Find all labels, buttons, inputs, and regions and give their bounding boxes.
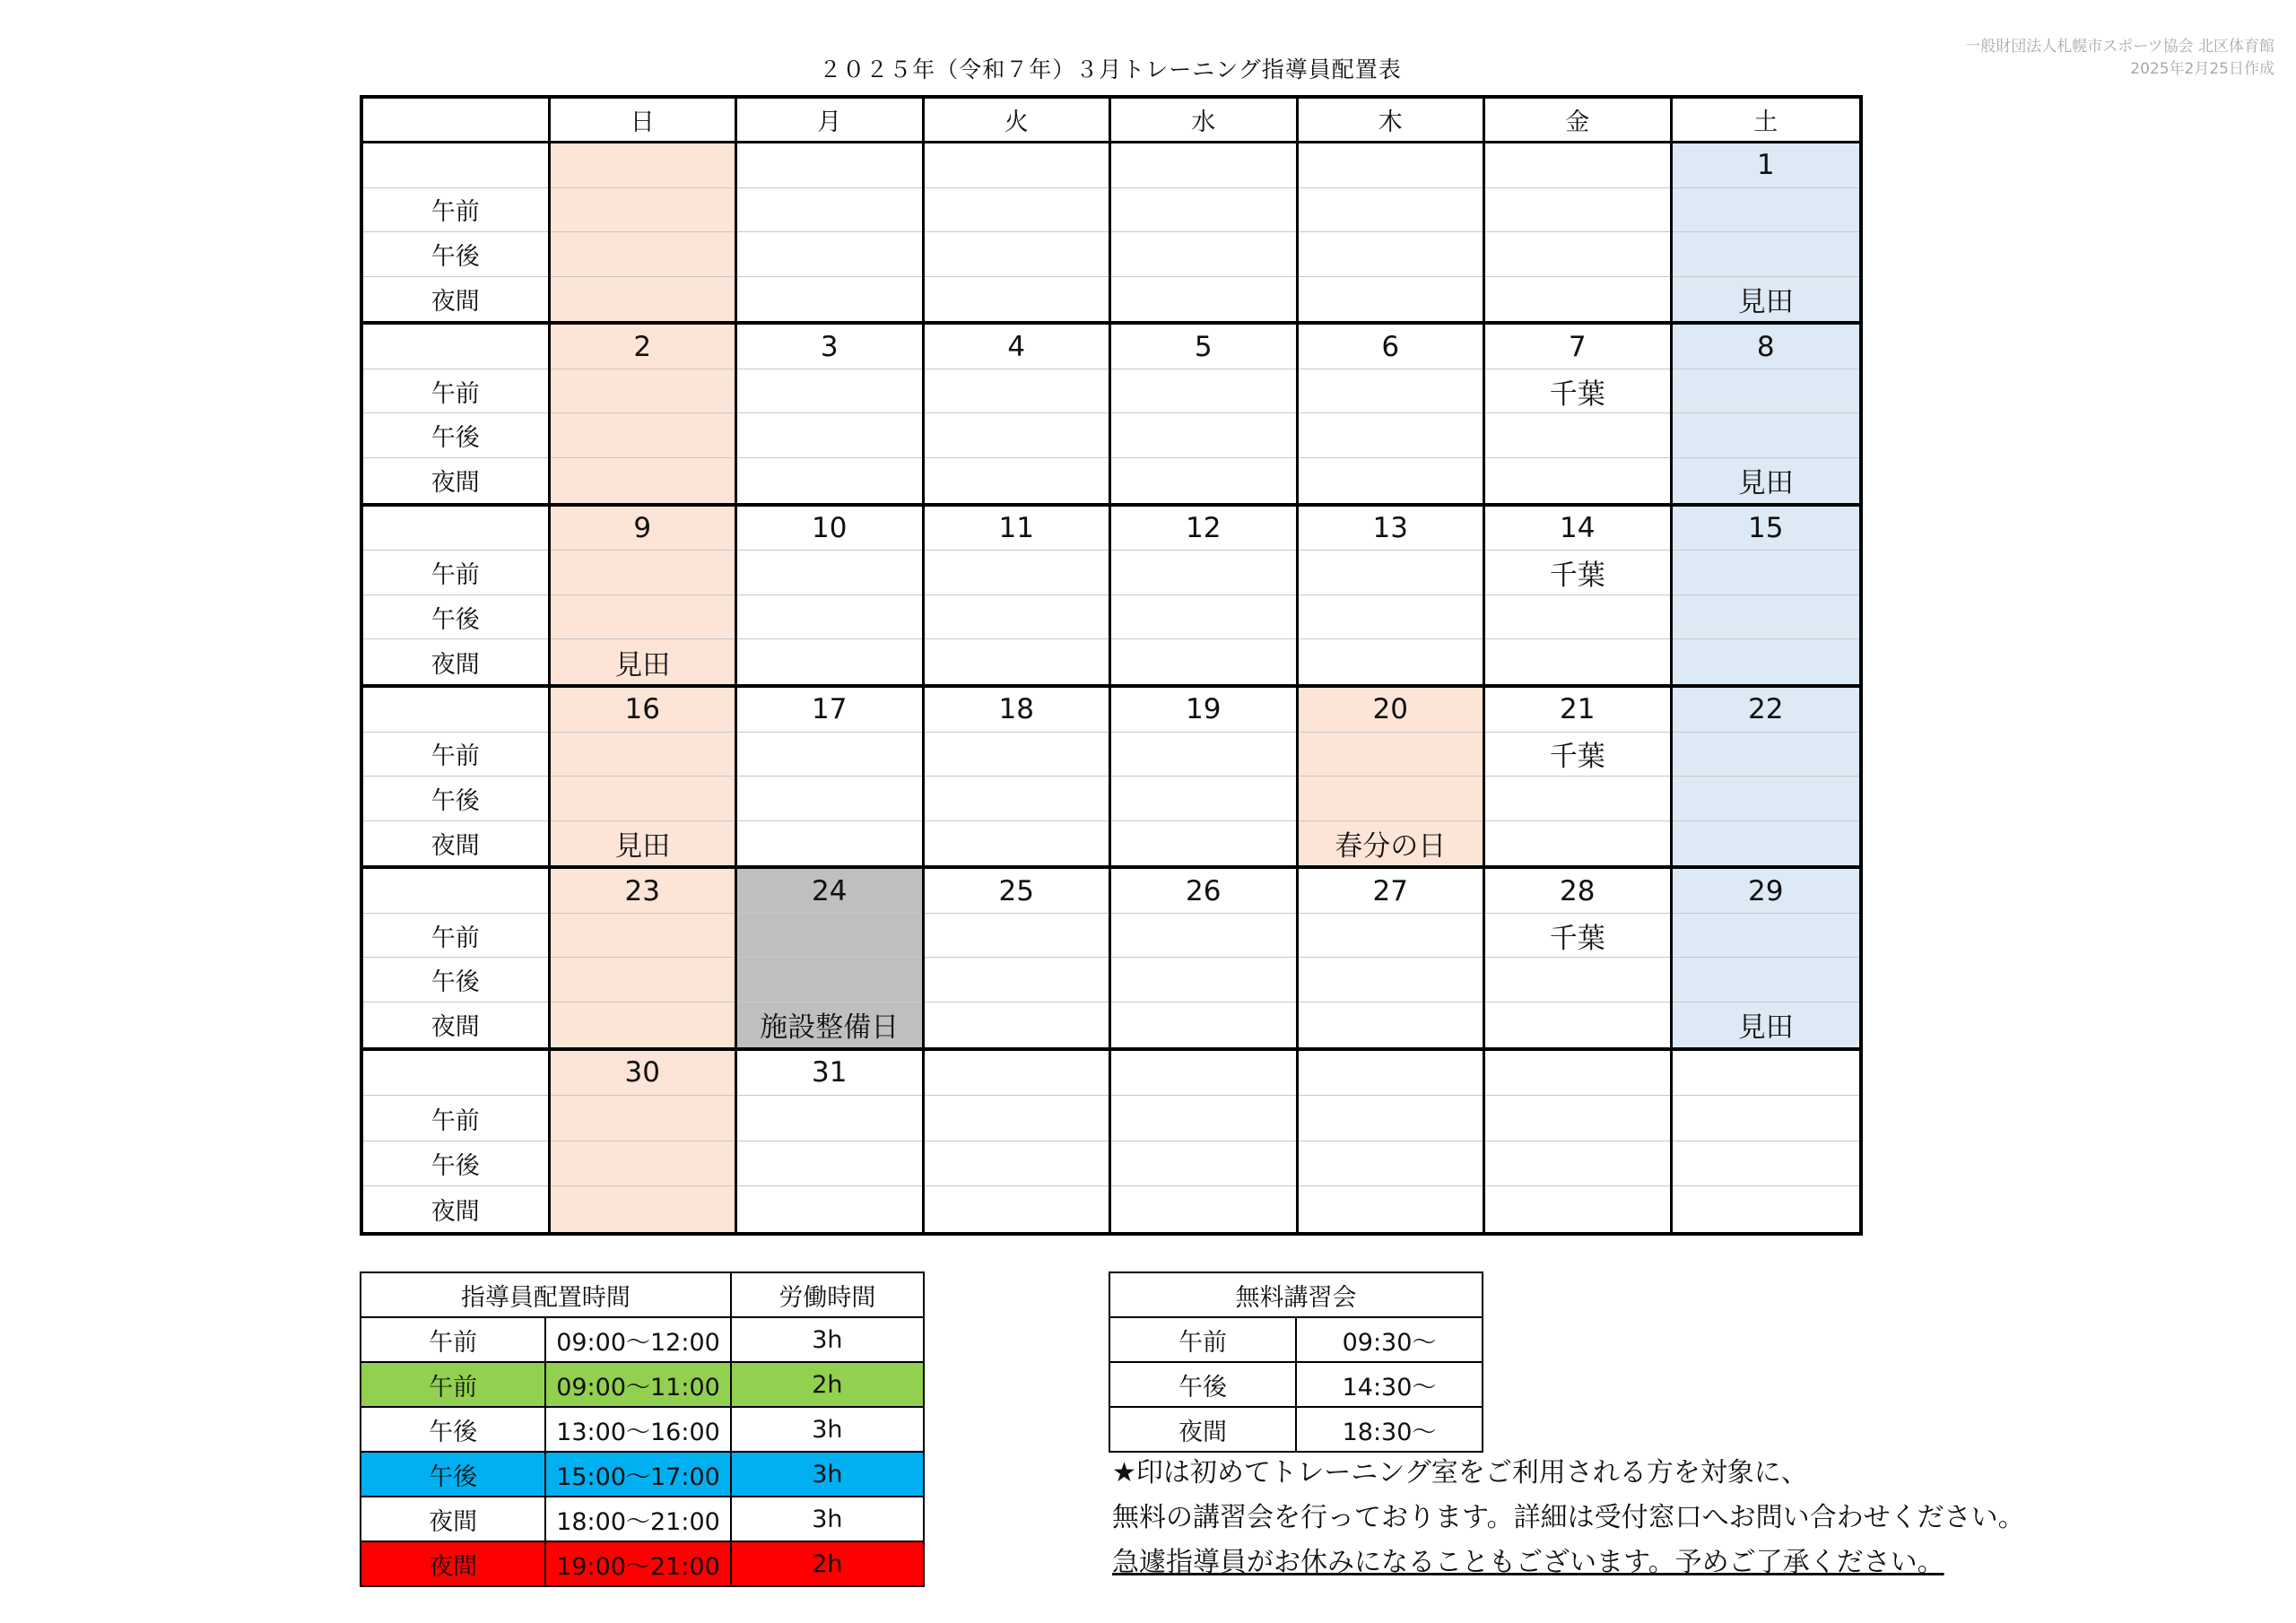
slot-night — [1299, 639, 1483, 684]
period-label: 午後 — [363, 1141, 548, 1187]
slot-night: 見田 — [614, 830, 671, 864]
lecture-time: 09:30～ — [1296, 1317, 1483, 1362]
slot-night — [1485, 821, 1670, 866]
lecture-table — [1109, 1271, 1483, 1453]
slot-am: 千葉 — [1485, 733, 1670, 777]
day-cell — [1299, 1051, 1486, 1232]
slot-pm — [1111, 777, 1296, 821]
slot-am — [737, 369, 922, 414]
schedule-row — [361, 1541, 924, 1586]
day-cell — [1111, 325, 1299, 506]
period-label: 午後 — [363, 777, 548, 821]
slot-am — [1673, 188, 1860, 233]
slot-night — [925, 639, 1109, 684]
slot-night — [925, 1002, 1109, 1047]
day-number: 29 — [1673, 869, 1860, 914]
slot-night: 施設整備日 — [760, 1011, 900, 1045]
day-cell — [1485, 507, 1673, 688]
slot-am — [1673, 1096, 1860, 1141]
schedule-hours: 3h — [731, 1317, 924, 1362]
day-number: 8 — [1673, 325, 1860, 369]
day-cell — [1673, 325, 1860, 506]
period-labels — [363, 143, 551, 325]
day-number — [737, 143, 922, 188]
lecture-row — [1109, 1317, 1483, 1362]
slot-am: 千葉 — [1485, 551, 1670, 595]
slot-pm — [1673, 232, 1860, 277]
slot-am — [1673, 733, 1860, 777]
day-number — [1299, 1051, 1483, 1097]
slot-am — [1111, 188, 1296, 233]
slot-night — [1299, 277, 1483, 322]
slot-am: 千葉 — [1485, 914, 1670, 959]
slot-pm — [1111, 413, 1296, 458]
day-cell — [551, 143, 738, 325]
slot-pm — [1299, 595, 1483, 640]
day-cell — [925, 325, 1112, 506]
period-label: 夜間 — [430, 1013, 480, 1042]
lecture-header: 無料講習会 — [1109, 1272, 1483, 1317]
day-cell — [1485, 143, 1673, 325]
slot-night: 見田 — [614, 648, 671, 681]
slot-night — [1299, 1186, 1483, 1232]
note-line: 無料の講習会を行っております。詳細は受付窓口へお問い合わせください。 — [1112, 1502, 2025, 1533]
slot-pm — [1485, 413, 1670, 458]
slot-pm — [1111, 595, 1296, 640]
slot-pm — [737, 413, 922, 458]
period-label: 夜間 — [430, 832, 480, 861]
period-label: 午後 — [363, 595, 548, 640]
period-labels — [363, 869, 551, 1050]
schedule-period: 午後 — [361, 1452, 545, 1497]
period-label: 夜間 — [430, 650, 480, 679]
slot-am — [1673, 914, 1860, 959]
schedule-period: 午後 — [361, 1407, 545, 1452]
slot-am — [1299, 733, 1483, 777]
slot-night — [1111, 1002, 1296, 1047]
schedule-period: 午前 — [361, 1362, 545, 1407]
day-cell — [925, 688, 1112, 869]
day-cell — [737, 507, 925, 688]
period-label-blank — [363, 688, 548, 733]
day-number: 1 — [1673, 143, 1860, 188]
slot-am — [1111, 551, 1296, 595]
slot-night — [1111, 821, 1296, 866]
day-cell — [1111, 688, 1299, 869]
slot-am — [1299, 369, 1483, 414]
slot-night — [1299, 1002, 1483, 1047]
slot-am — [925, 369, 1109, 414]
period-label: 午前 — [363, 914, 548, 959]
note-line-underlined: 急遽指導員がお休みになることもございます。予めご了承ください。 — [1112, 1547, 1944, 1578]
period-label: 夜間 — [430, 469, 480, 498]
day-number: 3 — [737, 325, 922, 369]
schedule-row — [361, 1497, 924, 1541]
lecture-row — [1109, 1362, 1483, 1407]
weekday-header: 木 — [1299, 99, 1486, 143]
slot-pm — [551, 413, 735, 458]
slot-night — [925, 277, 1109, 322]
slot-night — [737, 1186, 922, 1232]
slot-am — [1673, 551, 1860, 595]
day-cell — [551, 325, 738, 506]
slot-pm — [1299, 1141, 1483, 1187]
slot-pm — [1673, 777, 1860, 821]
period-labels — [363, 1051, 551, 1232]
lecture-row — [1109, 1407, 1483, 1452]
slot-night — [1673, 1186, 1860, 1232]
day-cell — [1299, 325, 1486, 506]
weekday-header: 火 — [925, 99, 1112, 143]
slot-pm — [1111, 958, 1296, 1002]
slot-pm — [1485, 595, 1670, 640]
day-number: 17 — [737, 688, 922, 733]
slot-pm — [1673, 958, 1860, 1002]
day-cell — [551, 869, 738, 1050]
slot-night — [1673, 821, 1860, 866]
day-cell — [737, 688, 925, 869]
slot-night — [1111, 458, 1296, 503]
slot-pm — [1485, 958, 1670, 1002]
slot-night: 見田 — [1737, 467, 1794, 500]
slot-am — [551, 914, 735, 959]
day-number: 11 — [925, 507, 1109, 551]
day-number: 7 — [1485, 325, 1670, 369]
lecture-time: 14:30～ — [1296, 1362, 1483, 1407]
day-cell — [1299, 507, 1486, 688]
slot-night — [1673, 639, 1860, 684]
schedule-header-row — [361, 1272, 924, 1317]
weekday-header: 水 — [1111, 99, 1299, 143]
slot-pm — [1299, 958, 1483, 1002]
schedule-header-time: 指導員配置時間 — [361, 1272, 731, 1317]
slot-am — [1485, 1096, 1670, 1141]
slot-night — [1111, 1186, 1296, 1232]
day-number: 16 — [551, 688, 735, 733]
day-cell — [1299, 688, 1486, 869]
day-number: 28 — [1485, 869, 1670, 914]
day-cell — [1299, 869, 1486, 1050]
slot-am — [551, 188, 735, 233]
slot-pm — [1485, 1141, 1670, 1187]
slot-night — [1485, 1002, 1670, 1047]
day-number — [1111, 143, 1296, 188]
slot-am — [551, 1096, 735, 1141]
period-label: 午前 — [363, 369, 548, 414]
period-labels — [363, 688, 551, 869]
slot-night — [1485, 458, 1670, 503]
period-labels — [363, 507, 551, 688]
slot-night — [925, 1186, 1109, 1232]
schedule-time: 09:00～11:00 — [545, 1362, 730, 1407]
slot-am — [1299, 1096, 1483, 1141]
day-number — [1111, 1051, 1296, 1097]
schedule-time: 18:00～21:00 — [545, 1497, 730, 1541]
notes — [1112, 1451, 2025, 1585]
day-number: 15 — [1673, 507, 1860, 551]
slot-am — [1299, 188, 1483, 233]
day-number — [1485, 1051, 1670, 1097]
slot-pm — [551, 1141, 735, 1187]
slot-pm — [1673, 1141, 1860, 1187]
day-cell — [1485, 688, 1673, 869]
slot-am — [925, 914, 1109, 959]
weekday-header: 月 — [737, 99, 925, 143]
slot-am — [551, 733, 735, 777]
schedule-time: 19:00～21:00 — [545, 1541, 730, 1586]
organization-info — [1965, 36, 2274, 81]
day-number: 10 — [737, 507, 922, 551]
day-cell — [551, 1051, 738, 1232]
calendar-grid — [360, 95, 1863, 1236]
slot-night — [551, 1186, 735, 1232]
schedule-hours: 3h — [731, 1497, 924, 1541]
slot-pm — [737, 232, 922, 277]
day-number: 22 — [1673, 688, 1860, 733]
slot-am — [1299, 551, 1483, 595]
day-number — [925, 143, 1109, 188]
day-cell — [1299, 143, 1486, 325]
slot-am — [1111, 1096, 1296, 1141]
slot-am — [1111, 914, 1296, 959]
day-number — [1485, 143, 1670, 188]
day-number — [925, 1051, 1109, 1097]
schedule-hours: 2h — [731, 1362, 924, 1407]
day-cell — [1111, 507, 1299, 688]
schedule-time: 15:00～17:00 — [545, 1452, 730, 1497]
slot-am — [1299, 914, 1483, 959]
schedule-row — [361, 1452, 924, 1497]
day-number: 23 — [551, 869, 735, 914]
slot-pm — [1485, 232, 1670, 277]
weekday-header: 日 — [551, 99, 738, 143]
day-number: 20 — [1299, 688, 1483, 733]
day-number: 31 — [737, 1051, 922, 1097]
slot-am — [1673, 369, 1860, 414]
period-label: 夜間 — [430, 1198, 480, 1227]
day-cell — [925, 507, 1112, 688]
slot-pm — [925, 777, 1109, 821]
period-label: 午前 — [363, 733, 548, 777]
schedule-table — [360, 1271, 925, 1587]
period-label-blank — [363, 325, 548, 369]
day-cell — [1673, 688, 1860, 869]
schedule-hours: 3h — [731, 1452, 924, 1497]
slot-pm — [1299, 777, 1483, 821]
period-label: 午後 — [363, 413, 548, 458]
slot-am — [925, 1096, 1109, 1141]
slot-night — [925, 821, 1109, 866]
period-label-blank — [363, 143, 548, 188]
slot-night — [925, 458, 1109, 503]
day-cell — [737, 869, 925, 1050]
slot-night — [1485, 1186, 1670, 1232]
slot-pm — [1673, 595, 1860, 640]
slot-pm — [1485, 777, 1670, 821]
slot-night — [737, 277, 922, 322]
day-cell — [1673, 507, 1860, 688]
day-number: 21 — [1485, 688, 1670, 733]
day-number — [1673, 1051, 1860, 1097]
day-cell — [551, 688, 738, 869]
day-cell — [1673, 1051, 1860, 1232]
lecture-period: 夜間 — [1109, 1407, 1296, 1452]
day-number: 18 — [925, 688, 1109, 733]
slot-am — [1111, 733, 1296, 777]
slot-pm — [1111, 1141, 1296, 1187]
day-cell — [925, 143, 1112, 325]
slot-pm — [551, 595, 735, 640]
slot-pm — [737, 777, 922, 821]
slot-night: 春分の日 — [1335, 830, 1447, 864]
day-cell — [1673, 869, 1860, 1050]
schedule-period: 夜間 — [361, 1541, 545, 1586]
day-cell — [1111, 1051, 1299, 1232]
slot-pm — [925, 958, 1109, 1002]
slot-night — [551, 458, 735, 503]
day-number: 12 — [1111, 507, 1296, 551]
day-cell — [737, 143, 925, 325]
page-title: ２０２５年（令和７年）３月トレーニング指導員配置表 — [819, 56, 1402, 82]
period-label-blank — [363, 869, 548, 914]
slot-night — [1111, 639, 1296, 684]
slot-pm — [925, 413, 1109, 458]
slot-night — [1485, 277, 1670, 322]
slot-am — [737, 551, 922, 595]
note-line: ★印は初めてトレーニング室をご利用される方を対象に、 — [1112, 1457, 1808, 1488]
day-cell — [925, 1051, 1112, 1232]
slot-am — [1485, 188, 1670, 233]
schedule-row — [361, 1407, 924, 1452]
slot-pm — [1299, 413, 1483, 458]
day-cell — [737, 1051, 925, 1232]
schedule-period: 夜間 — [361, 1497, 545, 1541]
weekday-header: 金 — [1485, 99, 1673, 143]
day-cell — [1485, 325, 1673, 506]
slot-am — [1111, 369, 1296, 414]
period-label: 午後 — [363, 958, 548, 1002]
slot-night: 見田 — [1737, 286, 1794, 319]
slot-pm — [1299, 232, 1483, 277]
lecture-period: 午後 — [1109, 1362, 1296, 1407]
day-cell — [925, 869, 1112, 1050]
day-number: 26 — [1111, 869, 1296, 914]
slot-am — [925, 733, 1109, 777]
slot-am — [737, 188, 922, 233]
day-number — [551, 143, 735, 188]
schedule-row — [361, 1317, 924, 1362]
day-number: 27 — [1299, 869, 1483, 914]
slot-am — [925, 188, 1109, 233]
slot-night — [737, 458, 922, 503]
day-number: 25 — [925, 869, 1109, 914]
day-number: 9 — [551, 507, 735, 551]
slot-pm — [1673, 413, 1860, 458]
slot-night — [551, 1002, 735, 1047]
schedule-time: 13:00～16:00 — [545, 1407, 730, 1452]
slot-am — [737, 1096, 922, 1141]
slot-night: 見田 — [1737, 1011, 1794, 1045]
schedule-period: 午前 — [361, 1317, 545, 1362]
day-cell — [551, 507, 738, 688]
day-number: 6 — [1299, 325, 1483, 369]
day-cell — [1673, 143, 1860, 325]
day-cell — [1111, 143, 1299, 325]
lecture-period: 午前 — [1109, 1317, 1296, 1362]
day-number: 24 — [737, 869, 922, 914]
slot-am: 千葉 — [1485, 369, 1670, 414]
day-number: 13 — [1299, 507, 1483, 551]
slot-pm — [551, 232, 735, 277]
period-label: 午後 — [363, 232, 548, 277]
day-number — [1299, 143, 1483, 188]
weekday-header: 土 — [1673, 99, 1860, 143]
slot-night — [1485, 639, 1670, 684]
slot-am — [737, 733, 922, 777]
period-label: 午前 — [363, 551, 548, 595]
slot-pm — [925, 595, 1109, 640]
day-number: 30 — [551, 1051, 735, 1097]
slot-night — [737, 639, 922, 684]
slot-pm — [737, 1141, 922, 1187]
lecture-time: 18:30～ — [1296, 1407, 1483, 1452]
slot-pm — [551, 777, 735, 821]
period-label: 午前 — [363, 188, 548, 233]
period-label: 午前 — [363, 1096, 548, 1141]
lecture-header-row — [1109, 1272, 1483, 1317]
day-cell — [1485, 1051, 1673, 1232]
slot-pm — [737, 958, 922, 1002]
day-number: 19 — [1111, 688, 1296, 733]
slot-pm — [925, 1141, 1109, 1187]
slot-night — [1299, 458, 1483, 503]
created-date: 2025年2月25日作成 — [2130, 60, 2274, 78]
day-number: 2 — [551, 325, 735, 369]
slot-am — [551, 369, 735, 414]
day-cell — [1111, 869, 1299, 1050]
slot-am — [551, 551, 735, 595]
corner-header — [363, 99, 551, 143]
slot-pm — [1111, 232, 1296, 277]
schedule-hours: 3h — [731, 1407, 924, 1452]
period-label: 夜間 — [430, 288, 480, 317]
slot-pm — [737, 595, 922, 640]
schedule-row — [361, 1362, 924, 1407]
period-labels — [363, 325, 551, 506]
organization-name: 一般財団法人札幌市スポーツ協会 北区体育館 — [1965, 38, 2274, 56]
slot-pm — [551, 958, 735, 1002]
period-label-blank — [363, 507, 548, 551]
slot-night — [551, 277, 735, 322]
slot-am — [737, 914, 922, 959]
day-number: 4 — [925, 325, 1109, 369]
day-cell — [737, 325, 925, 506]
slot-pm — [925, 232, 1109, 277]
schedule-time: 09:00～12:00 — [545, 1317, 730, 1362]
period-label-blank — [363, 1051, 548, 1097]
slot-night — [737, 821, 922, 866]
day-number: 14 — [1485, 507, 1670, 551]
schedule-header-hours: 労働時間 — [731, 1272, 924, 1317]
slot-am — [925, 551, 1109, 595]
slot-night — [1111, 277, 1296, 322]
day-number: 5 — [1111, 325, 1296, 369]
day-cell — [1485, 869, 1673, 1050]
schedule-hours: 2h — [731, 1541, 924, 1586]
